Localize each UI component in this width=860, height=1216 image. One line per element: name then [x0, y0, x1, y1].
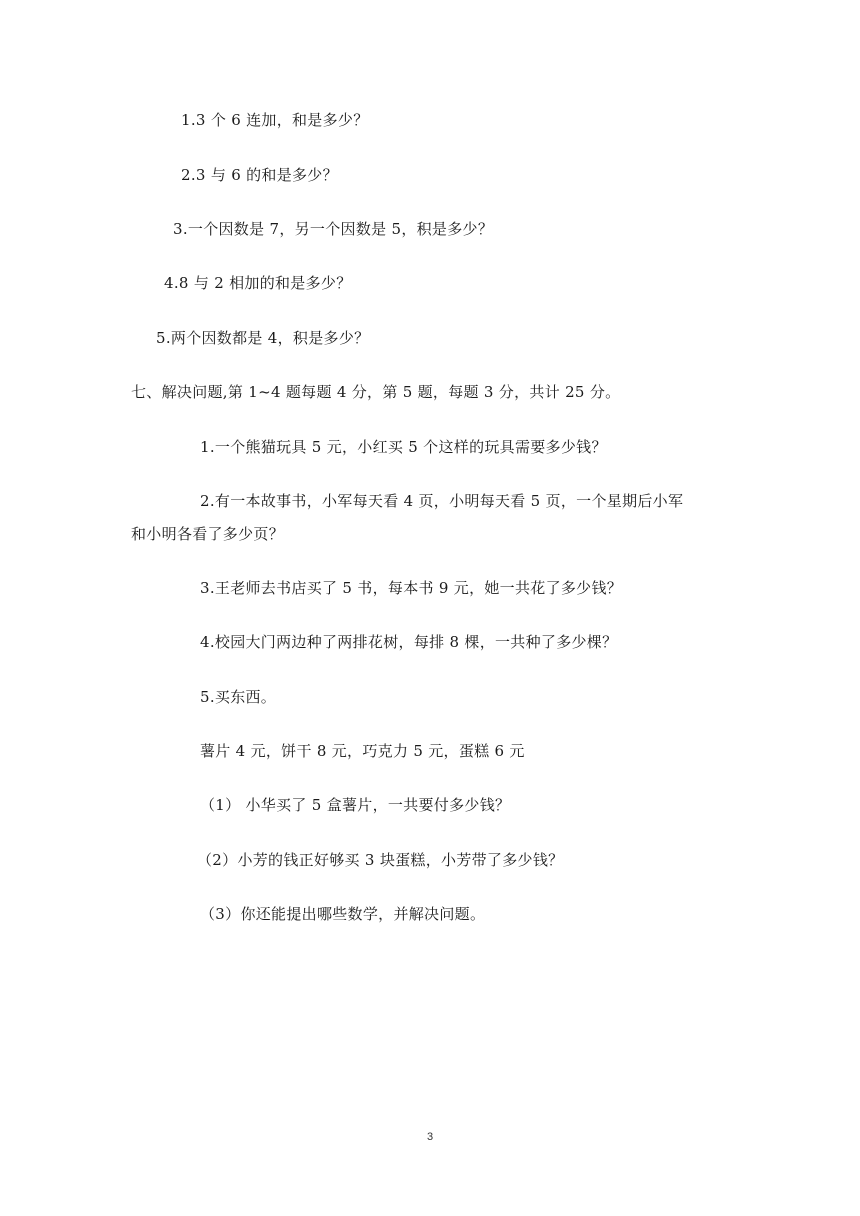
page-number: 3 — [426, 1131, 434, 1143]
problem-7-2-line1: 2.有一本故事书，小军每天看 4 页，小明每天看 5 页，一个星期后小军 — [200, 492, 684, 510]
question-6-2: 2.3 与 6 的和是多少？ — [181, 166, 338, 184]
problem-7-1: 1.一个熊猫玩具 5 元，小红买 5 个这样的玩具需要多少钱？ — [200, 438, 607, 456]
problem-7-3: 3.王老师去书店买了 5 书，每本书 9 元，她一共花了多少钱？ — [200, 579, 623, 597]
problem-7-4: 4.校园大门两边种了两排花树，每排 8 棵，一共种了多少棵？ — [200, 633, 618, 651]
problem-7-5-sub3: （3）你还能提出哪些数学，并解决问题。 — [200, 905, 486, 923]
problem-7-5-sub1: （1） 小华买了 5 盒薯片，一共要付多少钱？ — [200, 796, 511, 814]
question-6-4: 4.8 与 2 相加的和是多少？ — [164, 274, 352, 292]
section-7-heading: 七、解决问题,第 1~4 题每题 4 分，第 5 题，每题 3 分，共计 25 分。 — [131, 383, 621, 401]
question-6-3: 3.一个因数是 7，另一个因数是 5，积是多少？ — [173, 220, 494, 238]
problem-7-2-line2: 和小明各看了多少页？ — [131, 525, 285, 543]
problem-7-5-sub2: （2）小芳的钱正好够买 3 块蛋糕，小芳带了多少钱？ — [197, 851, 564, 869]
question-6-5: 5.两个因数都是 4，积是多少？ — [156, 329, 370, 347]
problem-7-5-prices: 薯片 4 元，饼干 8 元，巧克力 5 元，蛋糕 6 元 — [200, 742, 525, 760]
problem-7-5: 5.买东西。 — [200, 688, 277, 706]
question-6-1: 1.3 个 6 连加，和是多少？ — [181, 111, 369, 129]
